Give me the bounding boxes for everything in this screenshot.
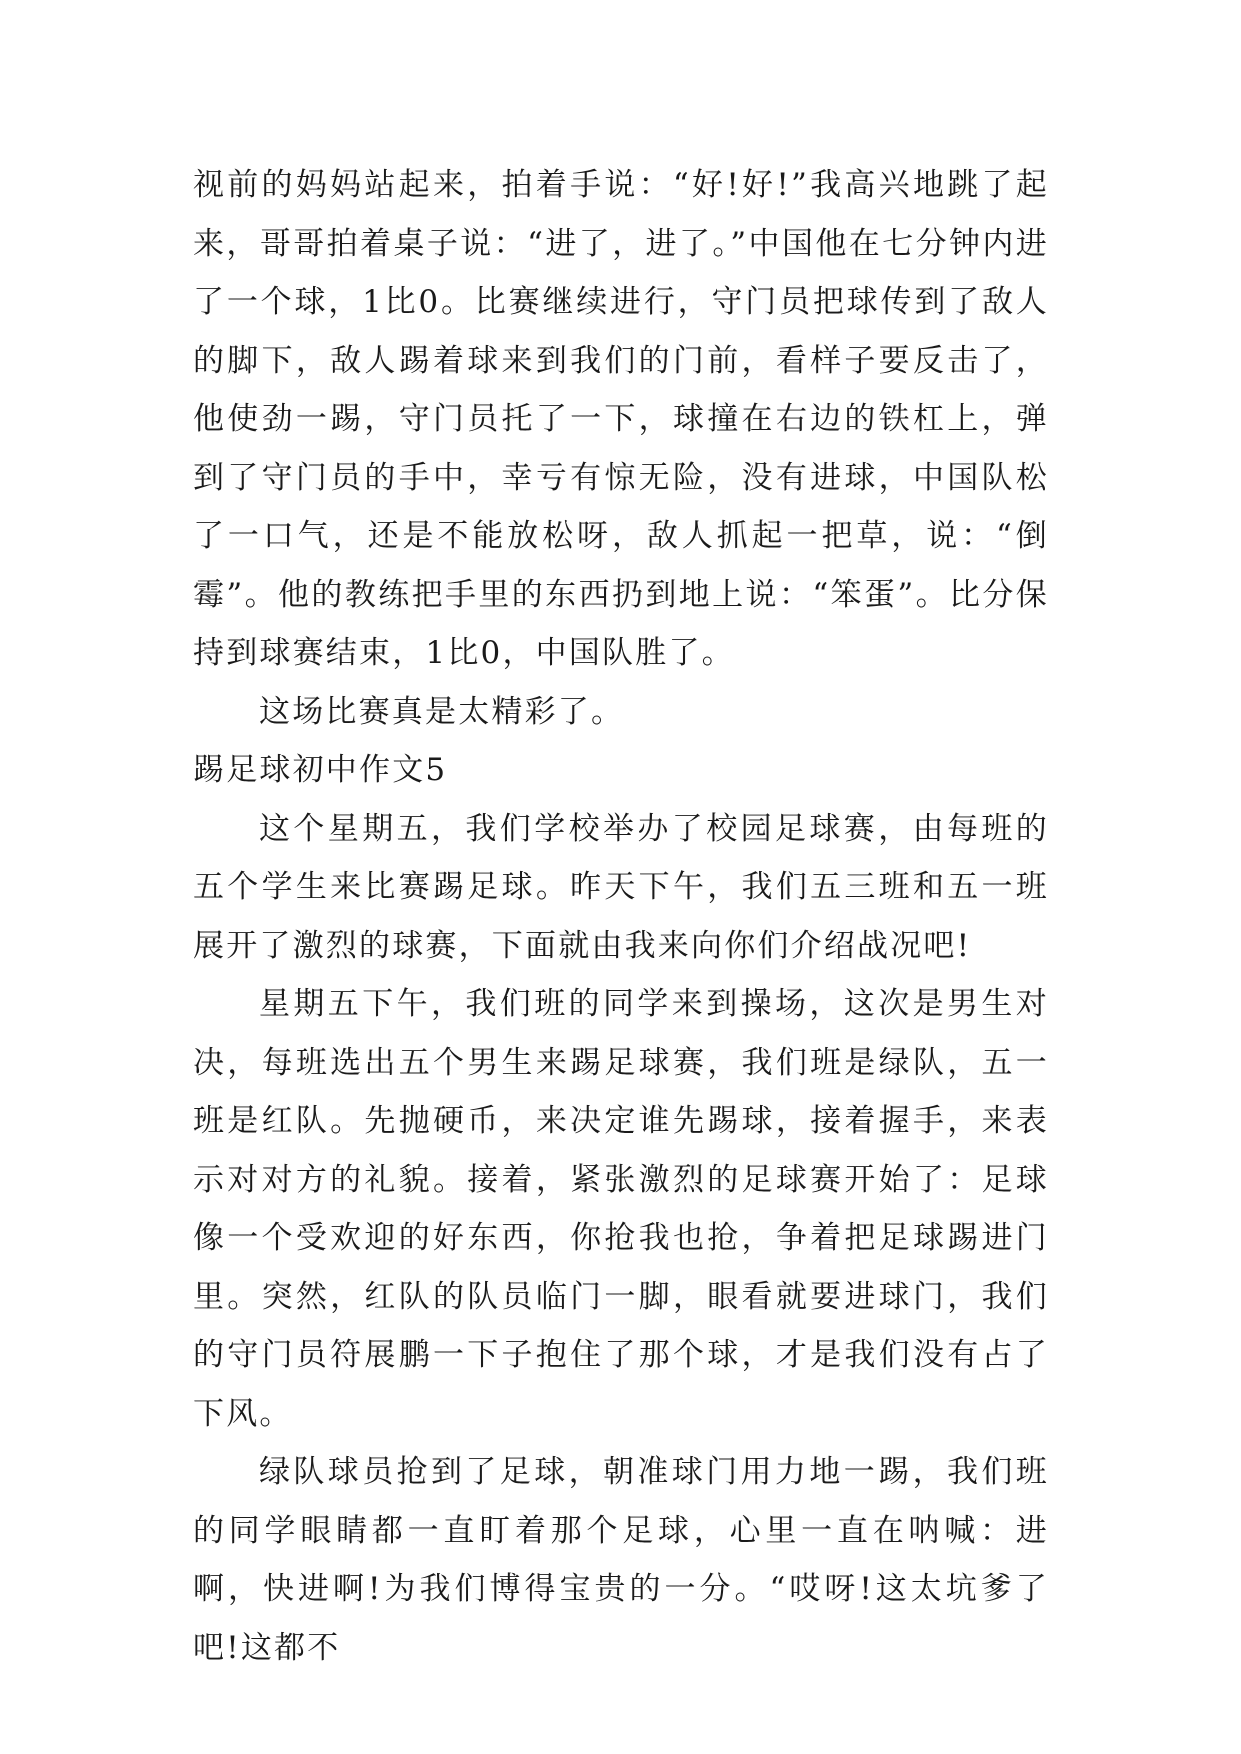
paragraph-conclusion: 这场比赛真是太精彩了。 xyxy=(259,693,625,730)
paragraph-continued: 视前的妈妈站起来，拍着手说：“好!好!”我高兴地跳了起来，哥哥拍着桌子说：“进了，进了。”中国他在七分钟内进了一个球，1比0。比赛继续进行，守门员把球传到了敌人的脚下，敌人踢着球来到我们的门前，看样子要反击了，他使劲一踢，守门员托了一下，球撞在右边的铁杠上，弹到了守门员的手中，幸亏有惊无险，没有进球，中国队松了一口气，还是不能放松呀，敌人抓起一把草，说：“倒霉”。他的教练把手里的东西扔到地上说：“笨蛋”。比分保持到球赛结束，1比0，中国队胜了。 xyxy=(193,167,1049,671)
paragraph-match-start: 星期五下午，我们班的同学来到操场，这次是男生对决，每班选出五个男生来踢足球赛，我们班是绿队，五一班是红队。先抛硬币，来决定谁先踢球，接着握手，来表示对对方的礼貌。接着，紧张激烈的足球赛开始了：足球像一个受欢迎的好东西，你抢我也抢，争着把足球踢进门里。突然，红队的队员临门一脚，眼看就要进球门，我们的守门员符展鹏一下子抱住了那个球，才是我们没有占了下风。 xyxy=(193,986,1049,1432)
paragraph-green-team: 绿队球员抢到了足球，朝准球门用力地一踢，我们班的同学眼睛都一直盯着那个足球，心里一直在呐喊：进啊，快进啊!为我们博得宝贵的一分。“哎呀!这太坑爹了吧!这都不 xyxy=(193,1454,1049,1666)
document-body xyxy=(193,156,1049,1677)
section-title: 踢足球初中作文5 xyxy=(193,752,448,788)
paragraph-intro: 这个星期五，我们学校举办了校园足球赛，由每班的五个学生来比赛踢足球。昨天下午，我们五三班和五一班展开了激烈的球赛，下面就由我来向你们介绍战况吧! xyxy=(193,810,1049,964)
